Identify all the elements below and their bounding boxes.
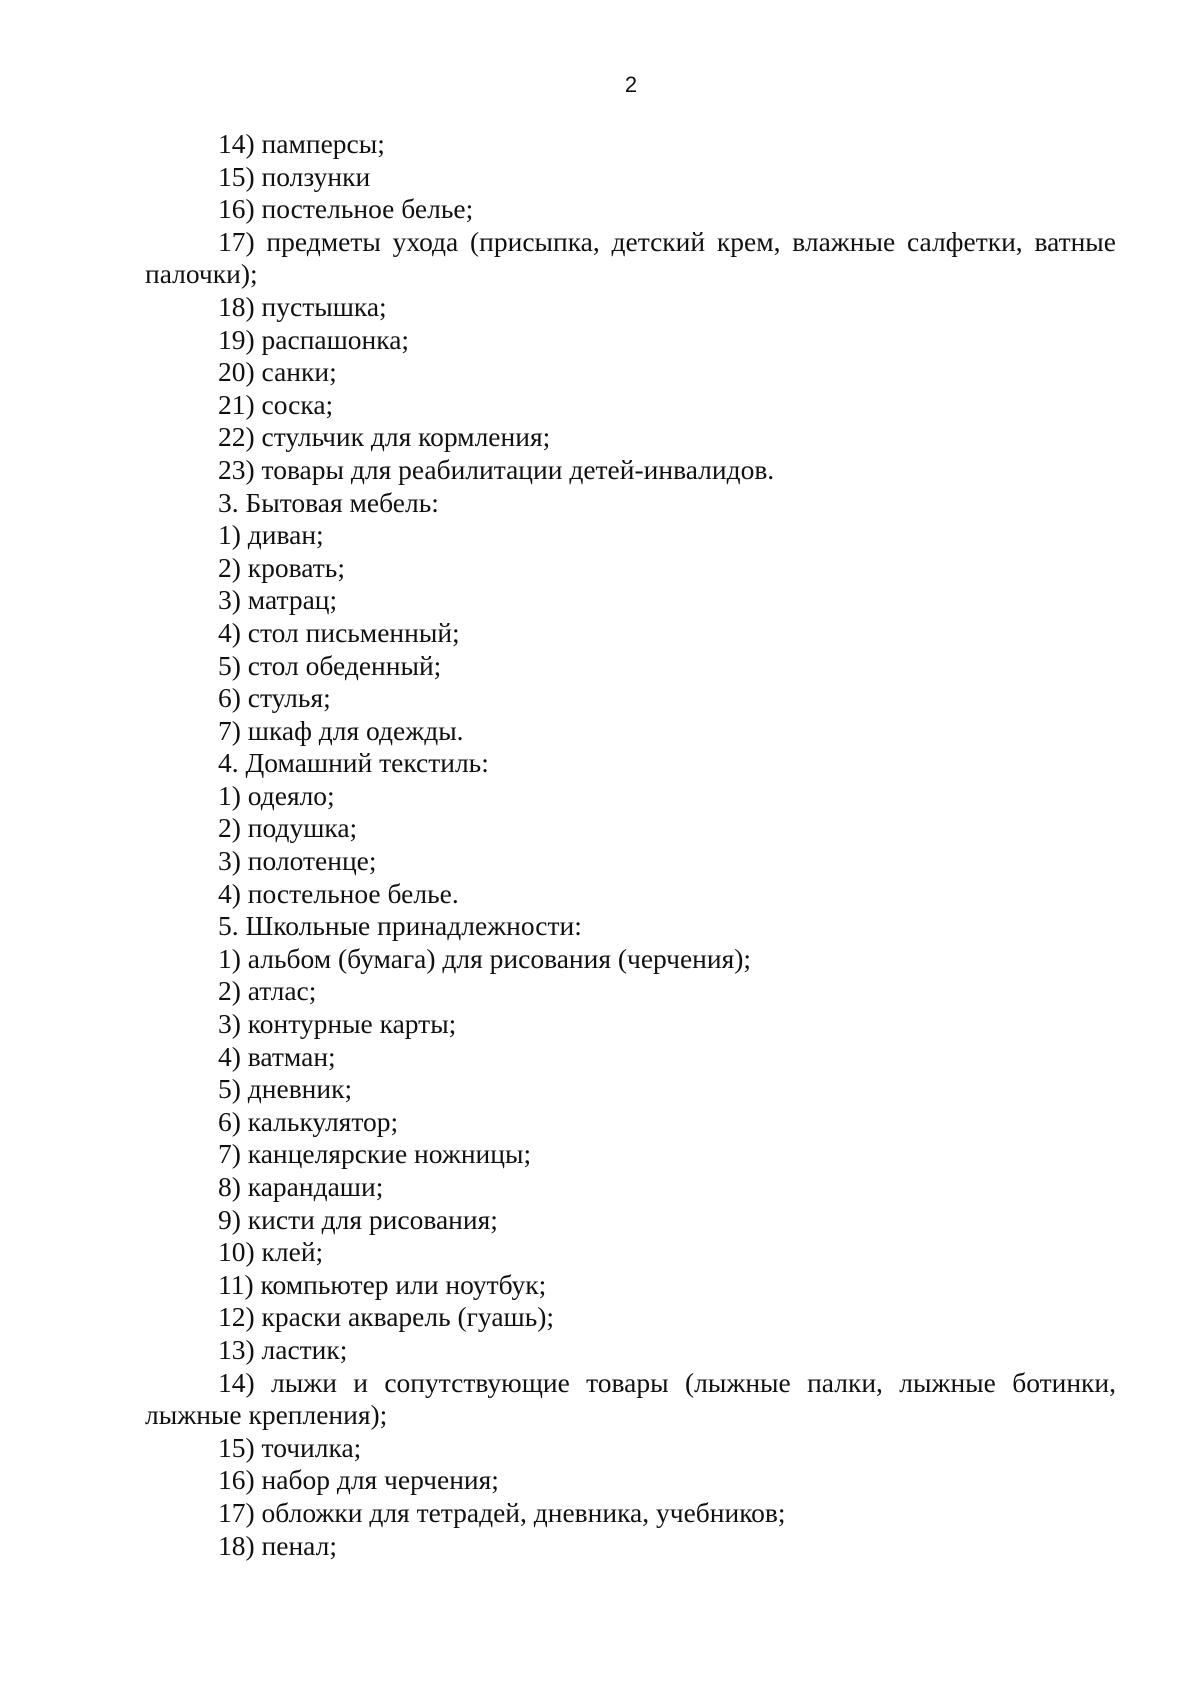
list-item: 2) атлас;	[218, 975, 317, 1007]
page-number: 2	[624, 72, 638, 97]
list-item: 1) диван;	[218, 519, 324, 551]
section-heading: 4. Домашний текстиль:	[218, 747, 489, 779]
section-heading: 3. Бытовая мебель:	[218, 486, 439, 518]
list-item: 17) обложки для тетрадей, дневника, учебников;	[218, 1496, 786, 1528]
list-item: 7) канцелярские ножницы;	[218, 1138, 532, 1170]
list-item: 2) подушка;	[218, 812, 358, 844]
list-item: 15) ползунки	[218, 160, 371, 192]
list-item: 4) ватман;	[218, 1040, 336, 1072]
list-item: 5) стол обеденный;	[218, 649, 442, 681]
list-item: 6) стулья;	[218, 682, 331, 714]
list-item: 16) набор для черчения;	[218, 1464, 499, 1496]
list-item: 13) ластик;	[218, 1333, 348, 1365]
list-item: 3) контурные карты;	[218, 1008, 457, 1040]
list-item: 23) товары для реабилитации детей-инвалидов.	[218, 453, 775, 485]
list-item: 1) альбом (бумага) для рисования (черчения);	[218, 942, 752, 974]
list-item: 18) пустышка;	[218, 290, 387, 322]
list-item: 7) шкаф для одежды.	[218, 714, 464, 746]
list-item: 17) предметы ухода (присыпка, детский крем, влажные салфетки, ватные палочки);	[145, 225, 1116, 290]
list-item: 1) одеяло;	[218, 779, 335, 811]
list-item: 11) компьютер или ноутбук;	[218, 1268, 547, 1300]
list-item: 4) постельное белье.	[218, 877, 459, 909]
list-item: 8) карандаши;	[218, 1171, 384, 1202]
list-item: 3) матрац;	[218, 584, 338, 616]
list-item: 12) краски акварель (гуашь);	[218, 1301, 555, 1333]
list-item: 2) кровать;	[218, 551, 345, 583]
list-item: 14) лыжи и сопутствующие товары (лыжные палки, лыжные ботинки, лыжные крепления);	[145, 1366, 1116, 1431]
list-item: 18) пенал;	[218, 1529, 337, 1561]
section-heading: 5. Школьные принадлежности:	[218, 910, 582, 942]
list-item: 20) санки;	[218, 356, 337, 388]
list-item: 22) стульчик для кормления;	[218, 421, 551, 453]
list-item: 10) клей;	[218, 1236, 324, 1268]
list-item: 21) соска;	[218, 388, 334, 420]
list-item: 9) кисти для рисования;	[218, 1203, 498, 1235]
list-item: 3) полотенце;	[218, 845, 377, 877]
list-item: 15) точилка;	[218, 1431, 362, 1463]
list-item: 14) памперсы;	[218, 128, 385, 159]
list-item: 5) дневник;	[218, 1073, 353, 1105]
list-item: 6) калькулятор;	[218, 1105, 399, 1137]
list-item: 16) постельное белье;	[218, 193, 474, 225]
list-item: 19) распашонка;	[218, 323, 410, 355]
list-item: 4) стол письменный;	[218, 616, 460, 648]
document-body	[145, 128, 1116, 1562]
